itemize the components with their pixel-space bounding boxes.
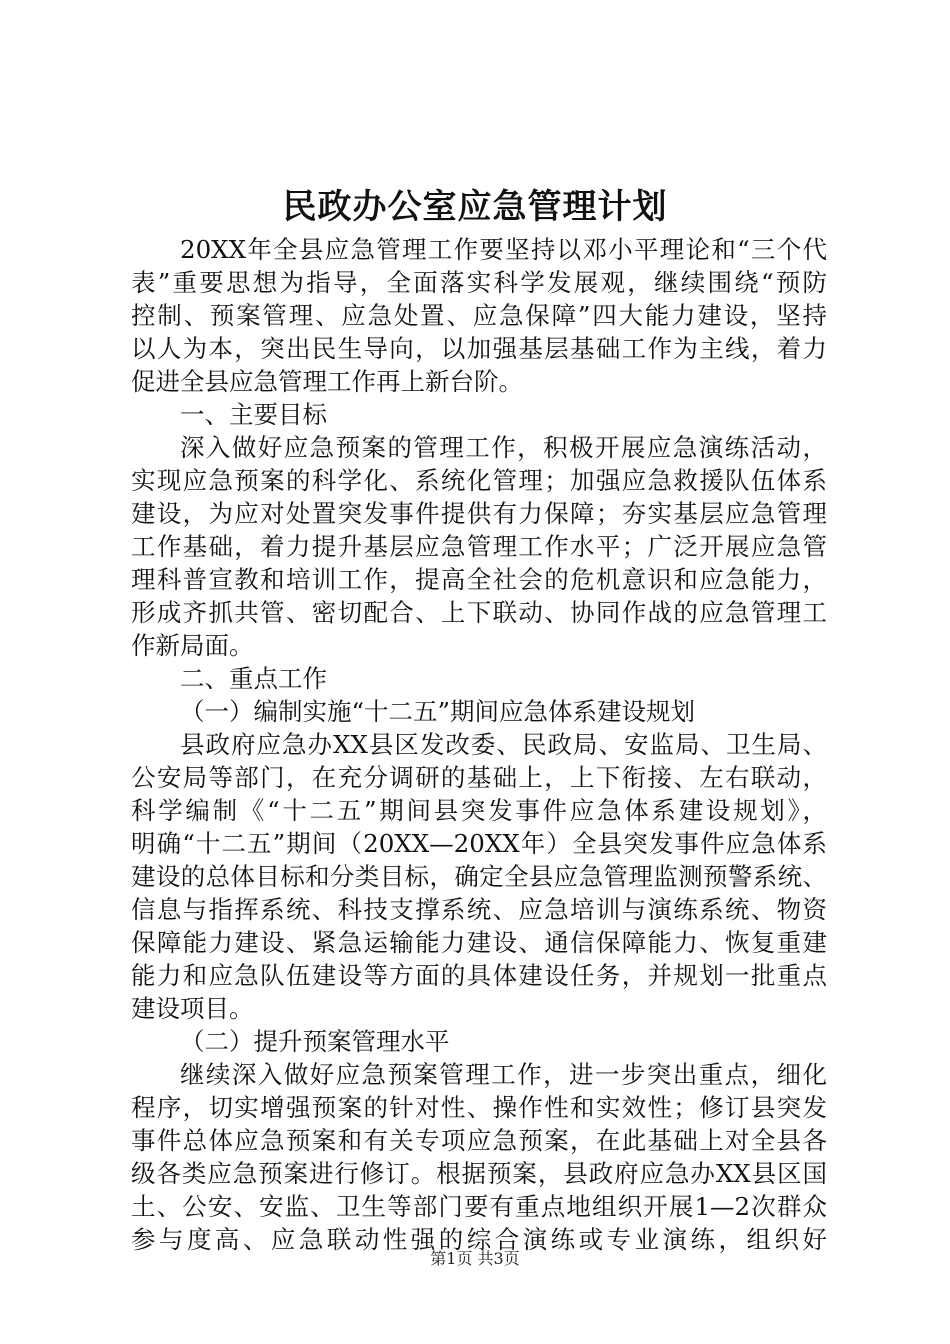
- text-line: 一、主要目标: [180, 400, 327, 429]
- text-line: 程序，切实增强预案的针对性、操作性和实效性；修订县突发: [131, 1093, 827, 1122]
- page-footer: 第1页 共3页: [430, 1249, 520, 1268]
- text-line: （一）编制实施“十二五”期间应急体系建设规划: [180, 697, 696, 726]
- text-line: 级各类应急预案进行修订。根据预案，县政府应急办XX县区国: [131, 1159, 827, 1188]
- text-line: 作新局面。: [131, 631, 254, 660]
- text-line: （二）提升预案管理水平: [180, 1027, 450, 1056]
- text-line: 工作基础，着力提升基层应急管理工作水平；广泛开展应急管: [131, 532, 827, 561]
- text-line: 深入做好应急预案的管理工作，积极开展应急演练活动，: [180, 433, 827, 462]
- text-line: 信息与指挥系统、科技支撑系统、应急培训与演练系统、物资: [131, 895, 827, 924]
- text-line: 科学编制《“十二五”期间县突发事件应急体系建设规划》，: [131, 796, 827, 825]
- document-title: 民政办公室应急管理计划: [282, 187, 668, 227]
- text-line: 县政府应急办XX县区发改委、民政局、安监局、卫生局、: [180, 730, 827, 759]
- text-line: 继续深入做好应急预案管理工作，进一步突出重点，细化: [180, 1060, 827, 1089]
- text-line: 能力和应急队伍建设等方面的具体建设任务，并规划一批重点: [131, 961, 827, 990]
- text-line: 建设，为应对处置突发事件提供有力保障；夯实基层应急管理: [131, 499, 827, 528]
- text-line: 20XX年全县应急管理工作要坚持以邓小平理论和“三个代: [180, 235, 827, 264]
- text-line: 公安局等部门，在充分调研的基础上，上下衔接、左右联动，: [131, 763, 827, 792]
- text-line: 建设项目。: [131, 994, 254, 1023]
- text-line: 促进全县应急管理工作再上新台阶。: [131, 367, 523, 396]
- document-body: [131, 233, 827, 1256]
- text-line: 表”重要思想为指导，全面落实科学发展观，继续围绕“预防: [131, 268, 827, 297]
- text-line: 保障能力建设、紧急运输能力建设、通信保障能力、恢复重建: [131, 928, 827, 957]
- text-line: 形成齐抓共管、密切配合、上下联动、协同作战的应急管理工: [131, 598, 827, 627]
- text-line: 理科普宣教和培训工作，提高全社会的危机意识和应急能力，: [131, 565, 827, 594]
- text-line: 土、公安、安监、卫生等部门要有重点地组织开展1—2次群众: [131, 1192, 827, 1221]
- text-line: 以人为本，突出民生导向，以加强基层基础工作为主线，着力: [131, 334, 827, 363]
- text-line: 明确“十二五”期间（20XX—20XX年）全县突发事件应急体系: [131, 829, 827, 858]
- text-line: 参与度高、应急联动性强的综合演练或专业演练，组织好: [131, 1225, 827, 1254]
- text-line: 建设的总体目标和分类目标，确定全县应急管理监测预警系统、: [131, 862, 827, 891]
- text-line: 事件总体应急预案和有关专项应急预案，在此基础上对全县各: [131, 1126, 827, 1155]
- text-line: 实现应急预案的科学化、系统化管理；加强应急救援队伍体系: [131, 466, 827, 495]
- text-line: 二、重点工作: [180, 664, 327, 693]
- text-line: 控制、预案管理、应急处置、应急保障”四大能力建设，坚持: [131, 301, 827, 330]
